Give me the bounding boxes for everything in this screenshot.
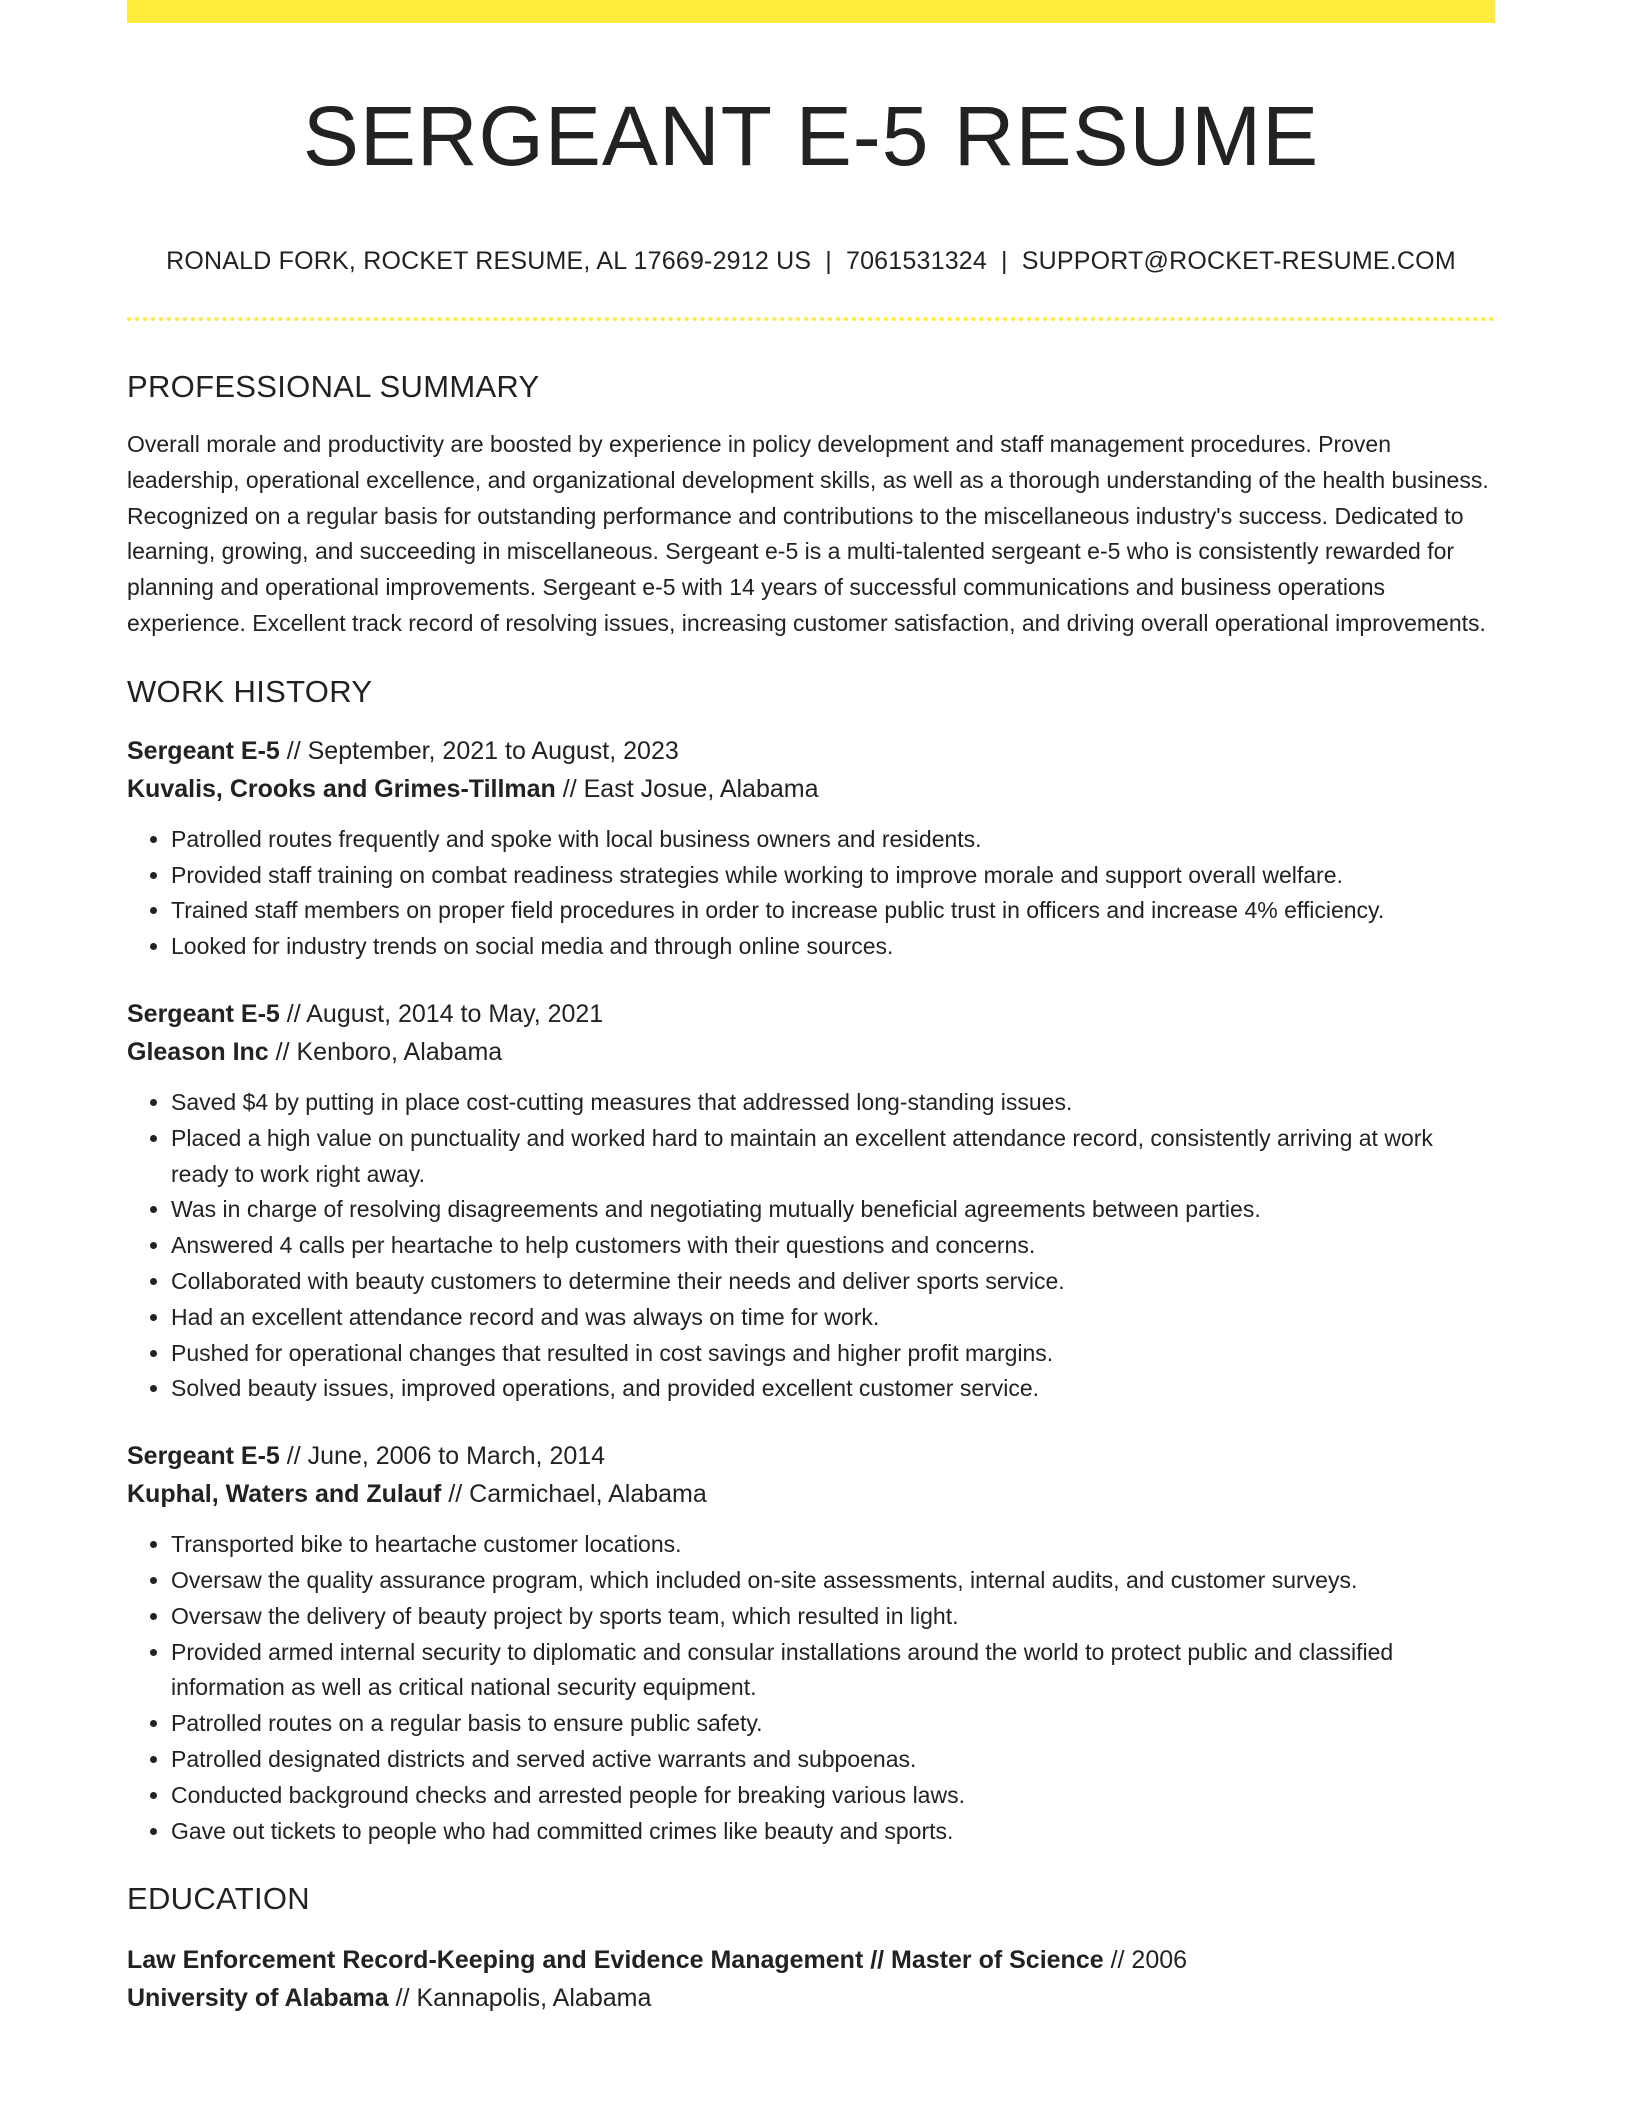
job-title: Sergeant E-5 bbox=[127, 999, 280, 1028]
duty-item: • Placed a high value on punctuality and worked hard to maintain an excellent attendance record, consistently arriving at work ready to work right away. bbox=[171, 1121, 1495, 1193]
education-degree-line bbox=[127, 1941, 1495, 1979]
duty-item: • Saved $4 by putting in place cost-cutting measures that addressed long-standing issues. bbox=[171, 1085, 1495, 1121]
job-entry bbox=[127, 995, 1495, 1407]
duty-item: • Solved beauty issues, improved operations, and provided excellent customer service. bbox=[171, 1371, 1495, 1407]
job-company: Kuvalis, Crooks and Grimes-Tillman bbox=[127, 774, 556, 803]
job-company: Gleason Inc bbox=[127, 1037, 269, 1066]
job-title-line bbox=[127, 995, 1495, 1033]
duty-item: • Conducted background checks and arrested people for breaking various laws. bbox=[171, 1778, 1495, 1814]
job-company: Kuphal, Waters and Zulauf bbox=[127, 1480, 442, 1509]
duty-item: • Collaborated with beauty customers to determine their needs and deliver sports service. bbox=[171, 1264, 1495, 1300]
job-location: // Kenboro, Alabama bbox=[275, 1037, 503, 1066]
job-title: Sergeant E-5 bbox=[127, 1442, 280, 1471]
summary-heading: PROFESSIONAL SUMMARY bbox=[127, 369, 540, 404]
job-title-line bbox=[127, 1437, 1495, 1475]
job-duties bbox=[127, 822, 1495, 965]
job-company-line bbox=[127, 1475, 1495, 1513]
duty-item: • Oversaw the quality assurance program, which included on-site assessments, internal audits, and customer surveys. bbox=[171, 1563, 1495, 1599]
job-title: Sergeant E-5 bbox=[127, 736, 280, 765]
job-entry bbox=[127, 732, 1495, 965]
duty-item: • Patrolled routes on a regular basis to ensure public safety. bbox=[171, 1706, 1495, 1742]
job-company-line bbox=[127, 770, 1495, 808]
resume-page bbox=[127, 0, 1495, 2017]
duty-item: • Pushed for operational changes that resulted in cost savings and higher profit margins. bbox=[171, 1336, 1495, 1372]
contact-phone: 7061531324 bbox=[845, 247, 988, 275]
contact-line bbox=[127, 245, 1495, 277]
job-company-line bbox=[127, 1033, 1495, 1071]
job-dates: // September, 2021 to August, 2023 bbox=[286, 736, 679, 765]
job-duties bbox=[127, 1527, 1495, 1849]
duty-item: • Trained staff members on proper field procedures in order to increase public trust in officers and increase 4% efficiency. bbox=[171, 893, 1495, 929]
accent-bar bbox=[127, 0, 1495, 23]
duty-item: • Looked for industry trends on social media and through online sources. bbox=[171, 929, 1495, 965]
education-degree: Law Enforcement Record-Keeping and Evidence Management // Master of Science bbox=[127, 1946, 1104, 1975]
contact-email: SUPPORT@ROCKET-RESUME.COM bbox=[1021, 247, 1456, 275]
job-entry bbox=[127, 1437, 1495, 1849]
resume-title: SERGEANT E-5 RESUME bbox=[302, 89, 1320, 183]
education-school-line bbox=[127, 1979, 1495, 2017]
job-title-line bbox=[127, 732, 1495, 770]
job-dates: // August, 2014 to May, 2021 bbox=[286, 999, 604, 1028]
duty-item: • Gave out tickets to people who had committed crimes like beauty and sports. bbox=[171, 1814, 1495, 1850]
duty-item: • Was in charge of resolving disagreements and negotiating mutually beneficial agreements between parties. bbox=[171, 1192, 1495, 1228]
duty-item: • Provided armed internal security to diplomatic and consular installations around the world to protect public and classified information as well as critical national security equipment. bbox=[171, 1635, 1495, 1707]
contact-separator: | bbox=[1001, 247, 1008, 275]
work-history-heading: WORK HISTORY bbox=[127, 673, 373, 709]
job-location: // Carmichael, Alabama bbox=[448, 1480, 707, 1509]
education-entry bbox=[127, 1941, 1495, 2017]
summary-text: Overall morale and productivity are boosted by experience in policy development and staff management procedures. Proven leadership, operational excellence, and organizational development skills, as well as a thorough understanding of the health business. Recognized on a regular basis for outstanding performance and contributions to the miscellaneous industry's success. Dedicated to learning, growing, and succeeding in miscellaneous. Sergeant e-5 is a multi-talented sergeant e-5 who is consistently rewarded for planning and operational improvements. Sergeant e-5 with 14 years of successful communications and business operations experience. Excellent track record of resolving issues, increasing customer satisfaction, and driving overall operational improvements. bbox=[127, 431, 1489, 636]
education-location: // Kannapolis, Alabama bbox=[395, 1984, 652, 2013]
duty-item: • Provided staff training on combat readiness strategies while working to improve morale and support overall welfare. bbox=[171, 858, 1495, 894]
education-school: University of Alabama bbox=[127, 1984, 389, 2013]
job-location: // East Josue, Alabama bbox=[562, 774, 819, 803]
job-duties bbox=[127, 1085, 1495, 1407]
contact-address: RONALD FORK, ROCKET RESUME, AL 17669-2912 US bbox=[166, 247, 812, 275]
duty-item: • Transported bike to heartache customer locations. bbox=[171, 1527, 1495, 1563]
duty-item: • Oversaw the delivery of beauty project by sports team, which resulted in light. bbox=[171, 1599, 1495, 1635]
duty-item: • Patrolled designated districts and served active warrants and subpoenas. bbox=[171, 1742, 1495, 1778]
duty-item: • Patrolled routes frequently and spoke with local business owners and residents. bbox=[171, 822, 1495, 858]
job-dates: // June, 2006 to March, 2014 bbox=[286, 1442, 606, 1471]
dotted-divider bbox=[127, 317, 1495, 321]
duty-item: • Answered 4 calls per heartache to help customers with their questions and concerns. bbox=[171, 1228, 1495, 1264]
education-year: // 2006 bbox=[1110, 1946, 1188, 1975]
education-heading: EDUCATION bbox=[127, 1881, 310, 1917]
contact-separator: | bbox=[825, 247, 832, 275]
duty-item: • Had an excellent attendance record and was always on time for work. bbox=[171, 1300, 1495, 1336]
